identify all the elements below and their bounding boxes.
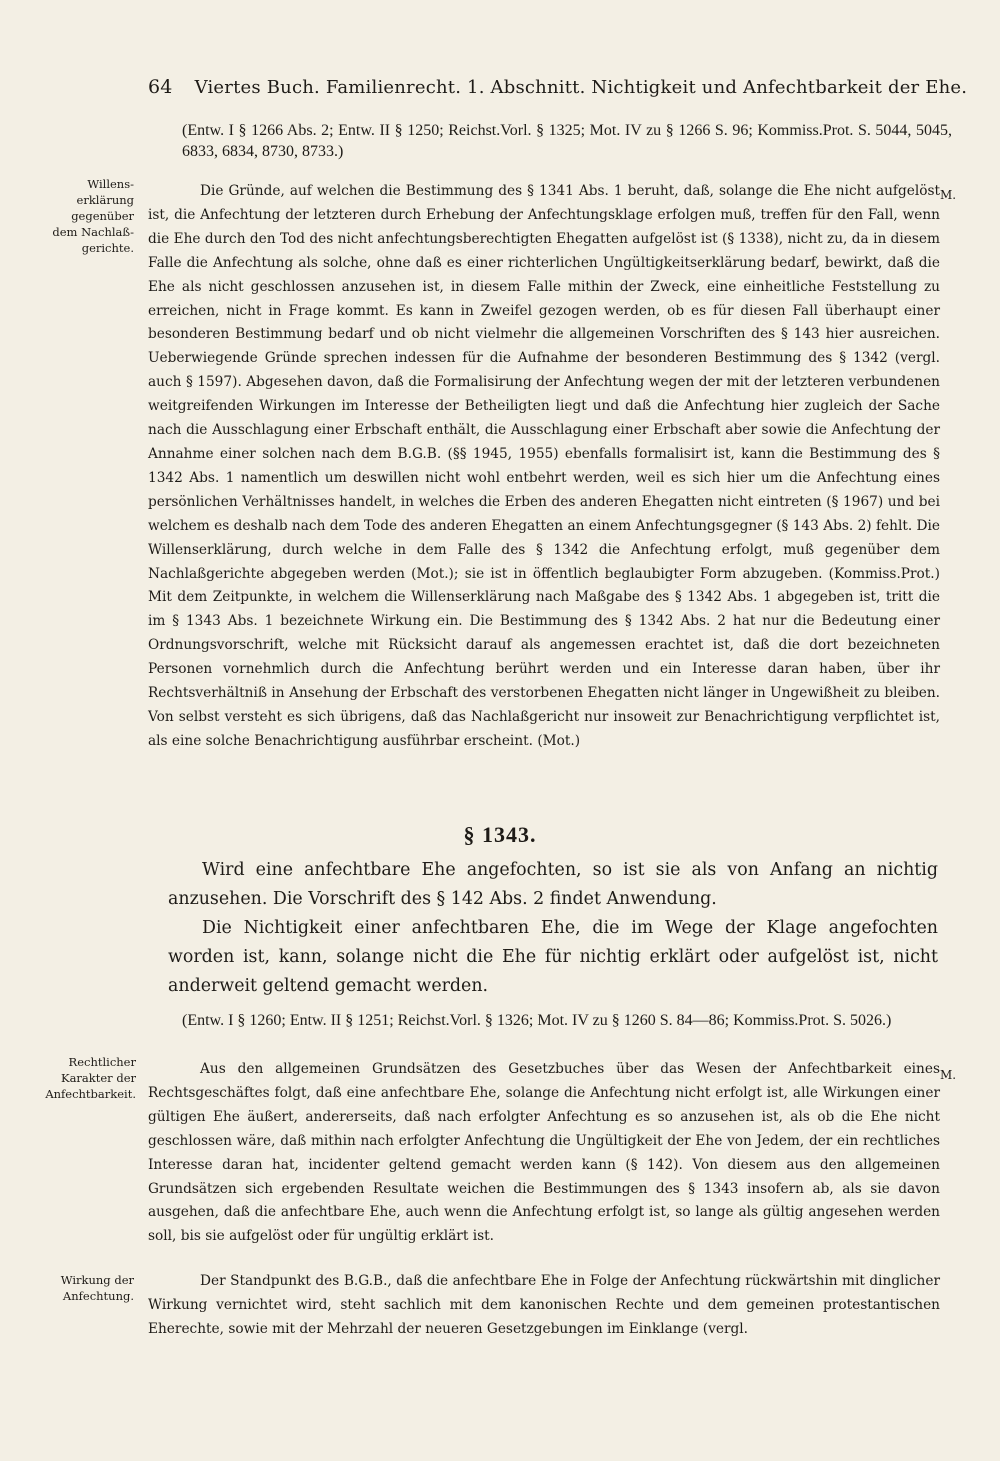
- marginal-line: gegenüber: [71, 209, 134, 223]
- marginal-note-rechtlicher-karakter: [24, 1054, 136, 1102]
- marginal-line: Rechtlicher: [68, 1055, 136, 1069]
- marginal-line: Karakter der: [60, 1071, 136, 1085]
- marginal-note-wirkung: [34, 1272, 134, 1304]
- marginal-line: Anfechtung.: [62, 1289, 134, 1303]
- reference-citation-1: (Entw. I § 1266 Abs. 2; Entw. II § 1250; Reichst.Vorl. § 1325; Mot. IV zu § 1266 S. 96; Kommiss.Prot. S. 5044, 5045, 6833, 6834, 8730, 8733.): [182, 122, 952, 160]
- commentary-paragraph-3: Der Standpunkt des B.G.B., daß die anfechtbare Ehe in Folge der Anfechtung rückwärtshin mit dinglicher Wirkung vernichtet wird, steht sachlich mit dem kanonischen Rechte und dem gemeinen protestantischen Eherechte, sowie mit der Mehrzahl der neueren Gesetzgebungen im Einklange (vergl.: [148, 1273, 940, 1337]
- marginal-line: dem Nachlaß-: [52, 225, 134, 239]
- marginal-line: erklärung: [76, 193, 134, 207]
- law-text-paragraph-2: Die Nichtigkeit einer anfechtbaren Ehe, die im Wege der Klage angefochten worden ist, kann, solange nicht die Ehe für nichtig erklärt oder aufgelöst ist, nicht anderweit geltend gemacht werden.: [168, 918, 938, 996]
- marginal-line: Wirkung der: [60, 1273, 134, 1287]
- page-number: 64: [148, 76, 173, 98]
- running-head: [148, 76, 968, 98]
- marginal-line: gerichte.: [81, 241, 134, 255]
- marginal-note-willenserklaerung: [44, 176, 134, 256]
- commentary-paragraph-2: Aus den allgemeinen Grundsätzen des Gesetzbuches über das Wesen der Anfechtbarkeit eines Rechtsgeschäftes folgt, daß eine anfechtbare Ehe, solange die Anfechtung nicht erfolgt ist, alle Wirkungen einer gültigen Ehe äußert, andererseits, daß nach erfolgter Anfechtung es so anzusehen ist, als ob die Ehe nicht geschlossen wäre, daß mithin nach erfolgter Anfechtung die Ungültigkeit der Ehe von Jedem, der ein rechtliches Interesse daran hat, incidenter geltend gemacht werden kann (§ 142). Von diesem aus den allgemeinen Grundsätzen sich ergebenden Resultate weichen die Bestimmungen des § 1343 insofern ab, als sie davon ausgehen, daß die anfechtbare Ehe, auch wenn die Anfechtung erfolgt ist, so lange als gültig angesehen werden soll, bis sie aufgelöst oder für ungültig erklärt ist.: [148, 1061, 940, 1245]
- running-title: Viertes Buch. Familienrecht. 1. Abschnitt. Nichtigkeit und Anfechtbarkeit der Ehe.: [194, 77, 968, 98]
- marginal-line: Anfechtbarkeit.: [45, 1087, 136, 1101]
- m-mark-2: M.: [940, 1068, 957, 1082]
- section-heading: § 1343.: [463, 822, 537, 847]
- m-mark-1: M.: [940, 188, 957, 202]
- reference-citation-2: (Entw. I § 1260; Entw. II § 1251; Reichst.Vorl. § 1326; Mot. IV zu § 1260 S. 84—86; Kommiss.Prot. S. 5026.): [182, 1012, 892, 1029]
- law-text-paragraph-1: Wird eine anfechtbare Ehe angefochten, so ist sie als von Anfang an nichtig anzusehen. Die Vorschrift des § 142 Abs. 2 findet Anwendung.: [168, 860, 938, 909]
- commentary-paragraph-1: Die Gründe, auf welchen die Bestimmung des § 1341 Abs. 1 beruht, daß, solange die Ehe nicht aufgelöst ist, die Anfechtung der letzteren durch Erhebung der Anfechtungsklage erfolgen muß, treffen für den Fall, wenn die Ehe durch den Tod des nicht anfechtungsberechtigten Ehegatten aufgelöst ist (§ 1338), nicht zu, da in diesem Falle die Anfechtung als solche, ohne daß es einer richterlichen Ungültigkeitserklärung bedarf, bewirkt, daß die Ehe als nicht geschlossen anzusehen ist, in diesem Falle mithin der Zweck, eine einheitliche Feststellung zu erreichen, nicht in Frage kommt. Es kann in Zweifel gezogen werden, ob es für diesen Fall überhaupt einer besonderen Bestimmung bedarf und ob nicht vielmehr die allgemeinen Vorschriften des § 143 hier ausreichen. Ueberwiegende Gründe sprechen indessen für die Aufnahme der besonderen Bestimmung des § 1342 (vergl. auch § 1597). Abgesehen davon, daß die Formalisirung der Anfechtung wegen der mit der letzteren verbundenen weitgreifenden Wirkungen im Interesse der Betheiligten liegt und daß die Anfechtung hier zugleich der Sache nach die Ausschlagung einer Erbschaft enthält, die Ausschlagung einer Erbschaft aber sowie die Anfechtung der Annahme einer solchen nach dem B.G.B. (§§ 1945, 1955) ebenfalls formalisirt ist, kann die Bestimmung des § 1342 Abs. 1 namentlich um deswillen nicht wohl entbehrt werden, weil es sich hier um die Anfechtung eines persönlichen Verhältnisses handelt, in welches die Erben des anderen Ehegatten nicht eintreten (§ 1967) und bei welchem es deshalb nach dem Tode des anderen Ehegatten an einem Anfechtungsgegner (§ 143 Abs. 2) fehlt. Die Willenserklärung, durch welche in dem Falle des § 1342 die Anfechtung erfolgt, muß gegenüber dem Nachlaßgerichte abgegeben werden (Mot.); sie ist in öffentlich beglaubigter Form abzugeben. (Kommiss.Prot.) Mit dem Zeitpunkte, in welchem die Willenserklärung nach Maßgabe des § 1342 Abs. 1 abgegeben ist, tritt die im § 1343 Abs. 1 bezeichnete Wirkung ein. Die Bestimmung des § 1342 Abs. 2 hat nur die Bedeutung einer Ordnungsvorschrift, welche mit Rücksicht darauf als angemessen erachtet ist, daß die dort bezeichneten Personen vornehmlich durch die Anfechtung berührt werden und ein Interesse daran haben, über ihr Rechtsverhältniß in Ansehung der Erbschaft des verstorbenen Ehegatten nicht länger in Ungewißheit zu bleiben. Von selbst versteht es sich übrigens, daß das Nachlaßgericht nur insoweit zur Benachrichtigung verpflichtet ist, als eine solche Benachrichtigung ausführbar erscheint. (Mot.): [148, 183, 940, 749]
- marginal-line: Willens-: [87, 177, 134, 191]
